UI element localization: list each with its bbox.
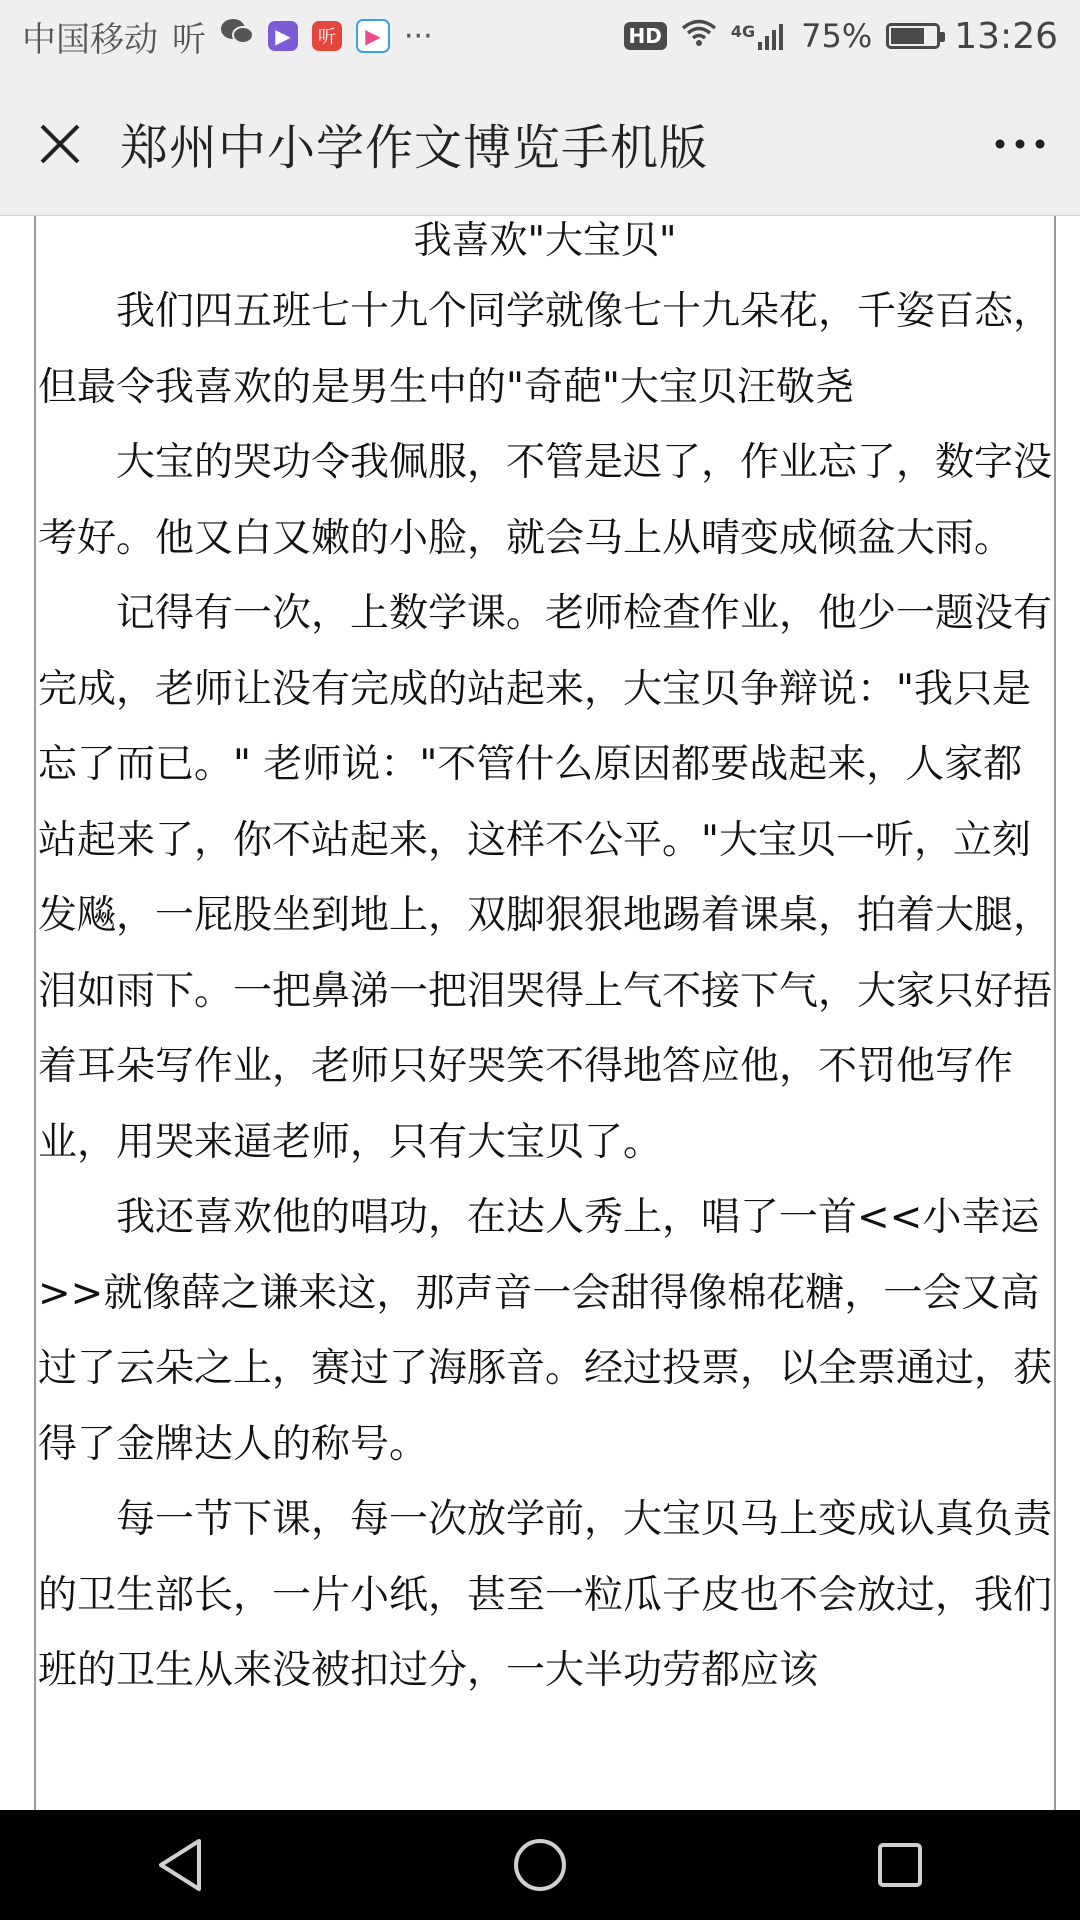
article-content[interactable] [34, 216, 1056, 1810]
close-icon [38, 122, 82, 166]
recent-apps-button[interactable] [820, 1810, 980, 1920]
more-notifications-icon: ··· [404, 18, 433, 54]
wechat-icon [220, 16, 254, 56]
status-bar-right [624, 16, 1058, 57]
title-bar [0, 72, 1080, 216]
close-button[interactable] [0, 72, 120, 216]
article-paragraph-4: 我还喜欢他的唱功，在达人秀上，唱了一首<<小幸运>>就像薛之谦来这，那声音一会甜得像棉花糖，一会又高过了云朵之上，赛过了海豚音。经过投票，以全票通过，获得了金牌达人的称号。 [38, 1195, 1053, 1467]
article-title: 我喜欢"大宝贝" [413, 218, 677, 262]
recent-apps-square-icon [875, 1840, 925, 1890]
battery-level [891, 28, 924, 44]
listen-app-icon: 听 [172, 19, 206, 60]
article-paragraph-3: 记得有一次，上数学课。老师检查作业，他少一题没有完成，老师让没有完成的站起来，大宝贝争辩说："我只是忘了而已。" 老师说："不管什么原因都要战起来，人家都站起来了，你不站起来，这样不公平。"大宝贝一听，立刻发飚，一屁股坐到地上，双脚狠狠地踢着课桌，拍着大腿，泪如雨下。一把鼻涕一把泪哭得上气不接下气，大家只好捂着耳朵写作业，老师只好哭笑不得地答应他，不罚他写作业，用哭来逼老师，只有大宝贝了。 [38, 591, 1053, 1165]
home-circle-icon [512, 1837, 568, 1893]
page-title: 郑州中小学作文博览手机版 [120, 120, 709, 176]
home-button[interactable] [460, 1810, 620, 1920]
wifi-icon [681, 16, 717, 56]
more-options-button[interactable] [960, 72, 1080, 216]
article-paragraph-2: 大宝的哭功令我佩服，不管是迟了，作业忘了，数字没考好。他又白又嫩的小脸，就会马上从晴变成倾盆大雨。 [38, 440, 1053, 561]
back-button[interactable] [100, 1810, 260, 1920]
video-app-icon: ▶ [268, 21, 298, 51]
system-navigation-bar [0, 1810, 1080, 1920]
article-paragraph-5: 每一节下课，每一次放学前，大宝贝马上变成认真负责的卫生部长，一片小纸，甚至一粒瓜子皮也不会放过，我们班的卫生从来没被扣过分，一大半功劳都应该 [38, 1497, 1053, 1693]
more-dots-icon [994, 138, 1046, 150]
status-bar [0, 0, 1080, 72]
signal-4g-icon: 4G [731, 22, 787, 50]
battery-percent: 75% [801, 17, 873, 55]
carrier-name: 中国移动 [22, 19, 158, 60]
hd-badge: HD [624, 22, 667, 50]
listen-red-app-icon: 听 [312, 21, 342, 51]
status-bar-left [22, 12, 433, 61]
back-triangle-icon [155, 1837, 205, 1893]
article-paragraph-1: 我们四五班七十九个同学就像七十九朵花，千姿百态，但最令我喜欢的是男生中的"奇葩"大宝贝汪敬尧 [38, 289, 1053, 410]
battery-icon [886, 23, 940, 49]
video-colorful-app-icon: ▶ [356, 19, 390, 53]
clock: 13:26 [954, 15, 1058, 57]
